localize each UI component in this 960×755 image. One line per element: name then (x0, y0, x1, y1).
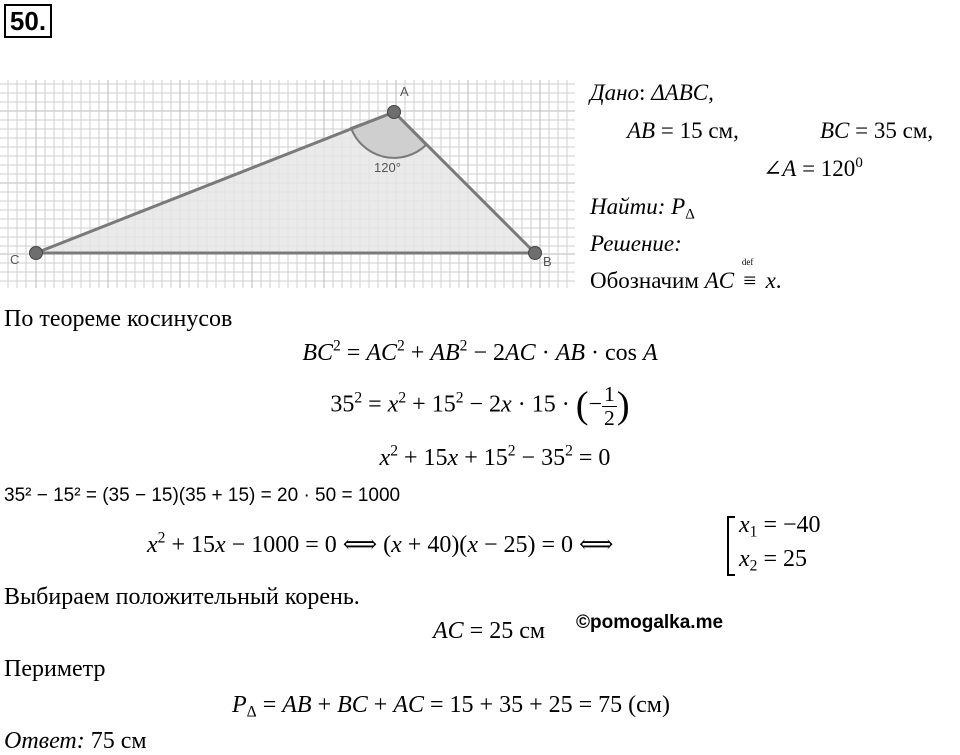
equation-substituted: $35^2 = x^2 + 15^2 - 2x \cdot 15$ · (− $\frac{1}{2}$ ) (330, 382, 630, 430)
vertex-point-b (529, 247, 542, 260)
given-line: Дано: ΔABC, (590, 80, 714, 105)
system-bracket (727, 516, 735, 576)
given-ab: AB = 15 см, (627, 118, 739, 143)
find-line: Найти: $P_\Delta$ (590, 194, 695, 223)
equation-cosine-law: $BC^2 = AC^2 + AB^2 - 2AC$ · AB · cos A (302, 337, 658, 366)
vertex-point-a (388, 106, 401, 119)
answer-line: Ответ: 75 см (4, 728, 147, 754)
root-1: $x_1 = -40$ (739, 512, 821, 541)
choose-root-text: Выбираем положительный корень. (4, 584, 360, 610)
denote-line: Обозначим AC def ≡ x. (590, 257, 782, 293)
given-angle: ∠A = $120^0$ (763, 155, 863, 181)
equation-quadratic: $x^2 + 15x + 15^2 - 35^2 = 0$ (379, 442, 611, 471)
given-bc: BC = 35 см, (820, 118, 934, 143)
equation-factored: $x^2 + 15x - 1000 = 0$ ⟺ (x + 40)(x − 25) = 0 ⟺ (147, 529, 614, 558)
watermark: ©pomogalka.me (576, 612, 724, 633)
triangle-figure (0, 78, 580, 290)
given-label: Дано (590, 80, 640, 105)
triangle-name: ΔABC, (651, 80, 714, 105)
perimeter-label: Периметр (4, 656, 106, 682)
ac-result: AC = 25 см (433, 618, 546, 644)
solution-label: Решение: (590, 231, 682, 256)
vertex-label-a: A (400, 84, 409, 99)
problem-number: 50. (4, 4, 52, 38)
vertex-label-c: C (10, 252, 20, 267)
roots-system (727, 510, 867, 580)
perimeter-equation: $P_\Delta$ = AB + BC + AC = 15 + 35 + 25 = 75 (см) (232, 692, 670, 721)
vertex-point-c (30, 247, 43, 260)
cosine-theorem-text: По теореме косинусов (4, 306, 233, 332)
angle-label: 120° (374, 160, 401, 175)
vertex-label-b: B (543, 254, 552, 269)
difference-of-squares: 35² − 15² = (35 − 15)(35 + 15) = 20 · 50 = 1000 (4, 485, 401, 506)
root-2: $x_2 = 25$ (739, 546, 807, 575)
